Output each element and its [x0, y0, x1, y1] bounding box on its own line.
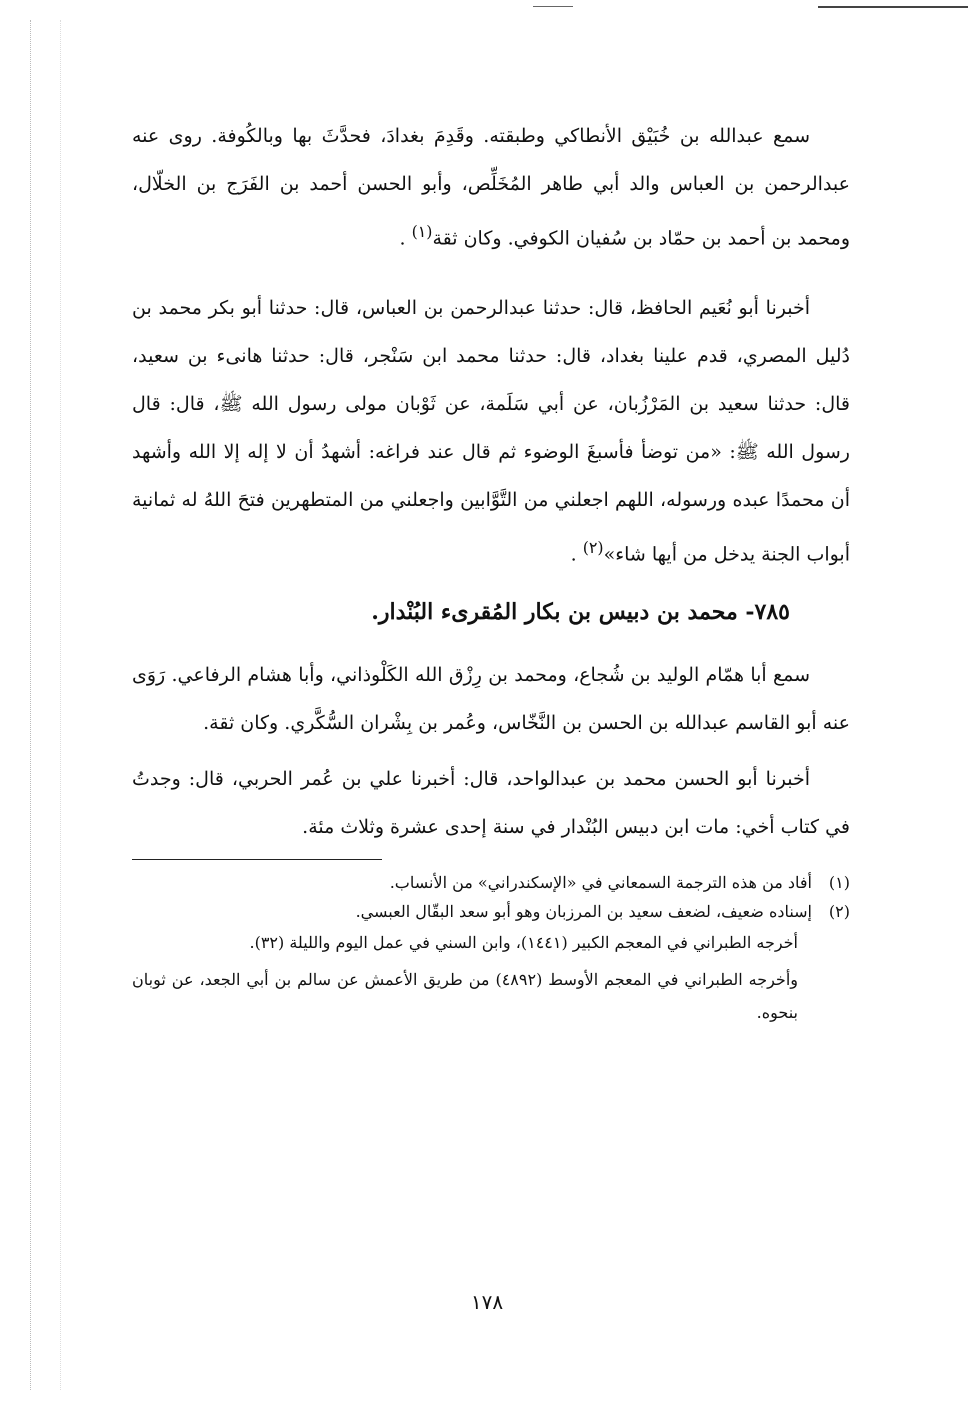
paragraph-text: سمع عبدالله بن خُبَيْق الأنطاكي وطبقته. وقَدِمَ بغدادَ، فحدَّثَ بها وبالكُوفة. روى عنه عبدالرحمن بن العباس والد أبي طاهر المُخَلِّص، وأبو الحسن أحمد بن الفَرَج بن الخلّال، ومحمد بن أحمد بن حمّاد بن سُفيان الكوفي. وكان ثقة	[132, 125, 850, 250]
header-rule-center	[533, 6, 573, 7]
footnote-number: (١)	[828, 872, 850, 892]
scan-margin-line	[60, 20, 62, 1390]
page-number: ١٧٨	[470, 1290, 504, 1314]
footnote-ref: (١)	[411, 222, 433, 241]
footnote-text: إسناده ضعيف، لضعف سعيد بن المرزبان وهو أبو سعد البقّال العبسي.	[355, 901, 812, 921]
footnote-2	[132, 897, 850, 926]
footnote-2-continuation: وأخرجه الطبراني في المعجم الأوسط (٤٨٩٢) من طريق الأعمش عن سالم بن أبي الجعد، عن ثوبان بنحوه.	[132, 969, 798, 1022]
paragraph-end: .	[399, 227, 412, 250]
footnote-ref: (٢)	[582, 538, 604, 558]
death-report-paragraph: أخبرنا أبو الحسن محمد بن عبدالواحد، قال: أخبرنا علي بن عُمر الحربي، قال: وجدتُ في كتاب أخي: مات ابن دبيس البُنْدار في سنة إحدى عشرة وثلاث مئة.	[132, 767, 850, 838]
hadith-paragraph	[132, 284, 850, 578]
footnote-separator	[132, 859, 382, 860]
footnote-text: أفاد من هذه الترجمة السمعاني في «الإسكندراني» من الأنساب.	[389, 872, 812, 892]
paragraph-end: .	[570, 543, 583, 566]
page-content	[132, 112, 850, 1029]
footnote-2-continuation: أخرجه الطبراني في المعجم الكبير (١٤٤١)، وابن السني في عمل اليوم والليلة (٣٢).	[249, 932, 798, 952]
scan-margin-line	[30, 20, 32, 1390]
entry-heading: ٧٨٥- محمد بن دبيس بن بكار المُقرىء البُنْدار.	[371, 598, 790, 625]
biography-paragraph	[132, 112, 850, 262]
footnote-1	[132, 868, 850, 897]
paragraph-text: أخبرنا أبو نُعَيم الحافظ، قال: حدثنا عبدالرحمن بن العباس، قال: حدثنا أبو بكر محمد بن دُليل المصري، قدم علينا بغداد، قال: حدثنا محمد ابن سَنْجر، قال: حدثنا هانىء بن سعيد، قال: حدثنا سعيد بن المَرْزُبان، عن أبي سَلَمة، عن ثَوْبان مولى رسول الله ﷺ، قال: قال رسول الله ﷺ: «من توضأ فأسبغَ الوضوء ثم قال عند فراغه: أشهدُ أن لا إله إلا الله وأشهد أن محمدًا عبده ورسوله، اللهم اجعلني من التَّوَّابين واجعلني من المتطهرين فتحَ اللهُ له ثمانية أبواب الجنة يدخل من أيها شاء»	[132, 297, 850, 566]
biography-paragraph: سمع أبا همّام الوليد بن شُجاع، ومحمد بن رِزْق الله الكَلْوذاني، وأبا هشام الرفاعي. رَوَى عنه أبو القاسم عبدالله بن الحسن بن النَّخّاس، وعُمر بن بِشْران السُّكَّري. وكان ثقة.	[132, 663, 850, 734]
footnote-number: (٢)	[828, 901, 850, 921]
header-rule-right	[818, 6, 968, 8]
